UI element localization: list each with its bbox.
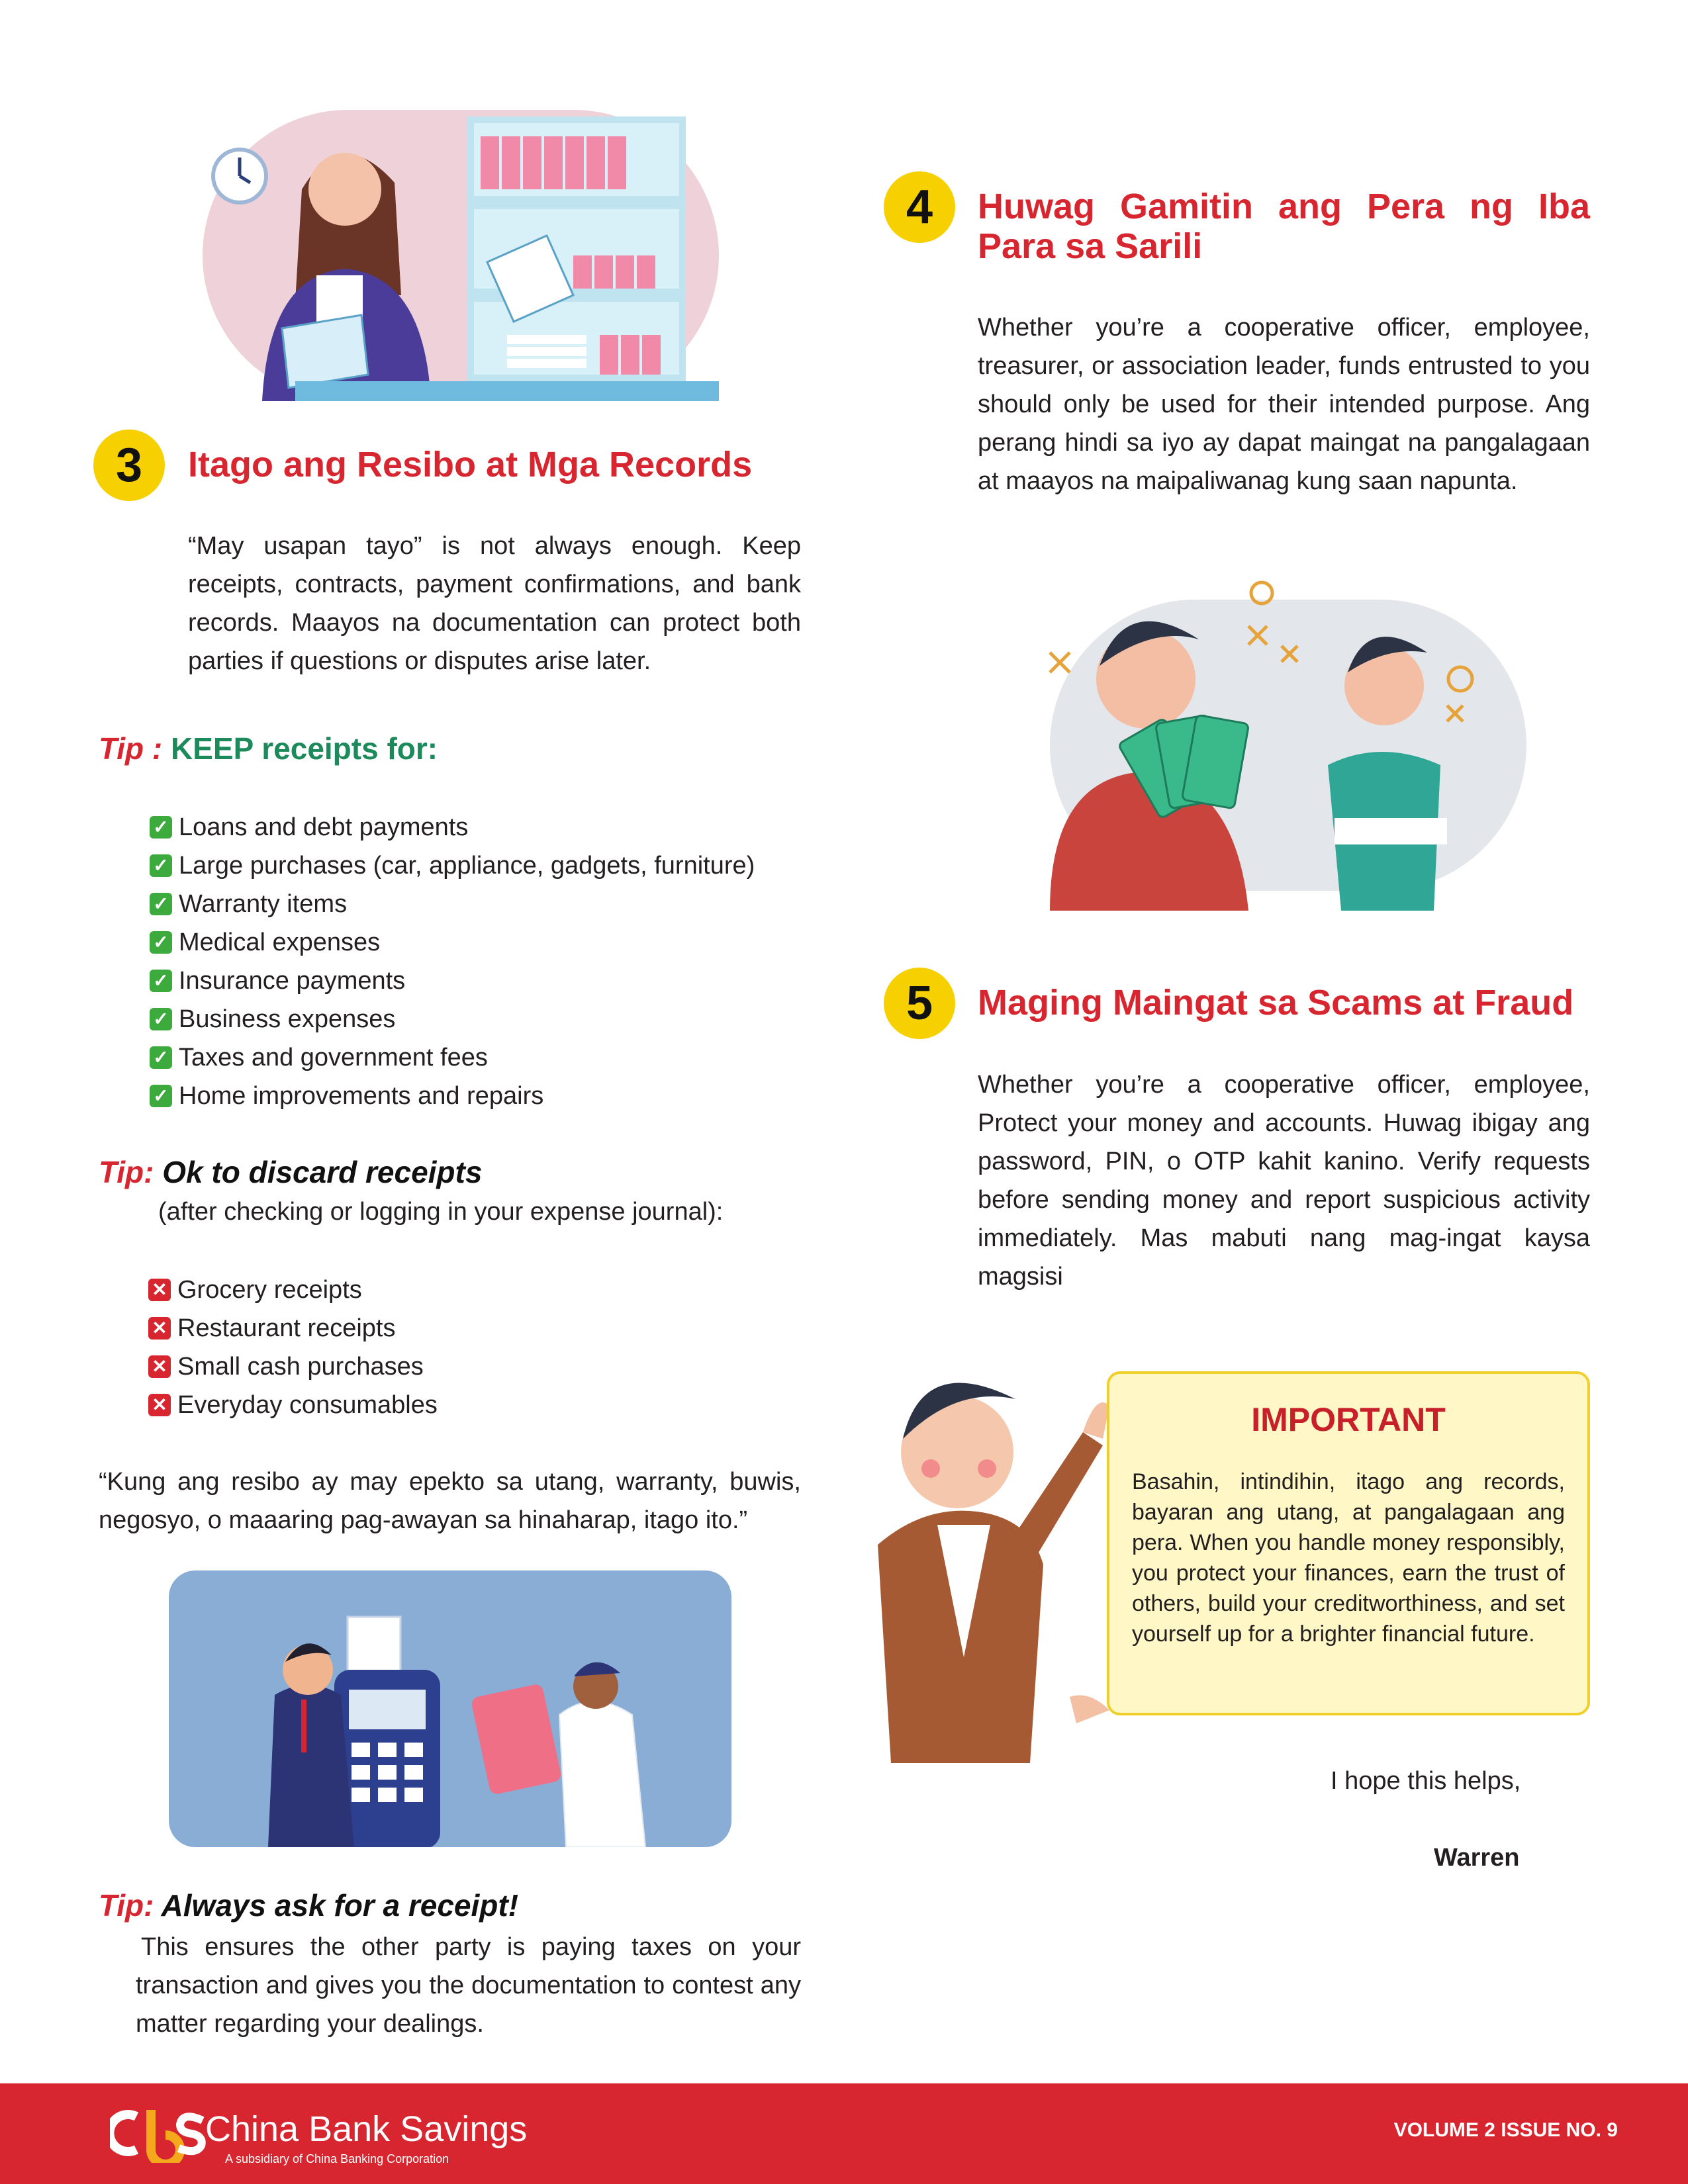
list-item-label: Large purchases (car, appliance, gadgets, furniture) — [179, 852, 755, 880]
important-callout — [1107, 1371, 1590, 1715]
section-4-title: Huwag Gamitin ang Pera ng Iba Para sa Sarili — [978, 187, 1590, 266]
presenting-man-illustration — [871, 1353, 1116, 1763]
office-woman-illustration — [203, 110, 719, 401]
important-body: Basahin, intindihin, itago ang records, bayaran ang utang, at pangalagaan ang pera. When you handle money responsibly, you protect your finances, earn the trust of others, build your creditworthiness, and set yourself up for a brighter financial future. — [1132, 1469, 1565, 1647]
brand-name: China Bank Savings — [205, 2109, 528, 2149]
discard-receipts-list — [148, 1271, 744, 1424]
footer-bar — [0, 2083, 1688, 2184]
section-number-badge: 4 — [884, 171, 955, 243]
issue-label: VOLUME 2 ISSUE NO. 9 — [1393, 2119, 1618, 2141]
tip-ask-heading — [99, 1888, 761, 1923]
list-item-label: Loans and debt payments — [179, 813, 469, 841]
list-item-label: Small cash purchases — [177, 1353, 424, 1381]
section-number-badge: 3 — [93, 430, 165, 501]
list-item — [148, 1309, 744, 1347]
cross-icon: ✕ — [148, 1355, 171, 1378]
tip-label: Tip: — [99, 1888, 154, 1923]
list-item — [150, 885, 812, 923]
check-icon: ✓ — [150, 970, 172, 992]
check-icon: ✓ — [150, 1008, 172, 1030]
section-5-body: Whether you’re a cooperative officer, employee, Protect your money and accounts. Huwag ibigay ang password, PIN, o OTP kahit kanino. Verify requests before sending money and report suspicious activity immediately. Mas mabuti nang mag-ingat kaysa magsisi — [978, 1071, 1590, 1291]
tip-heading: Ok to discard receipts — [162, 1155, 483, 1189]
section-4-body: Whether you’re a cooperative officer, employee, treasurer, or association leader, funds entrusted to you should only be used for their intended purpose. Ang perang hindi sa iyo ay dapat maingat na pangalagaan at maayos na maipaliwanag kung saan napunta. — [978, 314, 1590, 495]
tip-heading: Always ask for a receipt! — [161, 1888, 519, 1923]
check-icon: ✓ — [150, 1046, 172, 1069]
list-item — [150, 962, 812, 1000]
list-item-label: Taxes and government fees — [179, 1044, 488, 1071]
cbs-logo — [110, 2103, 209, 2163]
list-item-label: Insurance payments — [179, 967, 406, 995]
receipt-quote: “Kung ang resibo ay may epekto sa utang, warranty, buwis, negosyo, o maaaring pag-awayan sa hinaharap, itago ito.” — [99, 1468, 801, 1534]
list-item — [150, 846, 812, 885]
tip-discard-note: (after checking or logging in your expense journal): — [158, 1198, 724, 1226]
list-item-label: Home improvements and repairs — [179, 1082, 544, 1110]
check-icon: ✓ — [150, 854, 172, 877]
cross-icon: ✕ — [148, 1317, 171, 1340]
section-5-title: Maging Maingat sa Scams at Fraud — [978, 983, 1574, 1023]
list-item — [148, 1386, 744, 1424]
section-number-badge: 5 — [884, 968, 955, 1039]
important-title: IMPORTANT — [1251, 1401, 1446, 1438]
section-3-body: “May usapan tayo” is not always enough. Keep receipts, contracts, payment confirmations, and bank records. Maayos na documentation can protect both parties if questions or disputes arise later. — [188, 532, 801, 675]
list-item — [148, 1271, 744, 1309]
list-item — [148, 1347, 744, 1386]
money-men-illustration — [1023, 573, 1544, 911]
list-item-label: Grocery receipts — [177, 1276, 362, 1304]
list-item — [150, 1000, 812, 1038]
card-payment-illustration — [169, 1570, 731, 1847]
list-item-label: Medical expenses — [179, 929, 381, 956]
list-item-label: Business expenses — [179, 1005, 396, 1033]
list-item — [150, 923, 812, 962]
list-item — [150, 1077, 812, 1115]
check-icon: ✓ — [150, 931, 172, 954]
check-icon: ✓ — [150, 816, 172, 839]
list-item-label: Everyday consumables — [177, 1391, 438, 1419]
cross-icon: ✕ — [148, 1279, 171, 1301]
tip-label: Tip : — [99, 731, 163, 766]
tip-label: Tip: — [99, 1155, 154, 1189]
list-item-label: Warranty items — [179, 890, 348, 918]
closing-text: I hope this helps, — [1331, 1767, 1521, 1795]
tip-ask-body: This ensures the other party is paying taxes on your transaction and gives you the documentation to contest any matter regarding your dealings. — [136, 1933, 801, 2038]
list-item — [150, 808, 812, 846]
cross-icon: ✕ — [148, 1394, 171, 1416]
tip-heading: KEEP receipts for: — [171, 731, 438, 766]
section-3-title: Itago ang Resibo at Mga Records — [188, 445, 753, 484]
signature: Warren — [1434, 1844, 1520, 1872]
check-icon: ✓ — [150, 893, 172, 915]
check-icon: ✓ — [150, 1085, 172, 1107]
keep-receipts-list — [150, 808, 812, 1115]
list-item — [150, 1038, 812, 1077]
tip-discard-heading — [99, 1154, 761, 1190]
brand-tagline: A subsidiary of China Banking Corporation — [225, 2152, 449, 2165]
tip-keep-heading — [99, 731, 761, 766]
list-item-label: Restaurant receipts — [177, 1314, 396, 1342]
